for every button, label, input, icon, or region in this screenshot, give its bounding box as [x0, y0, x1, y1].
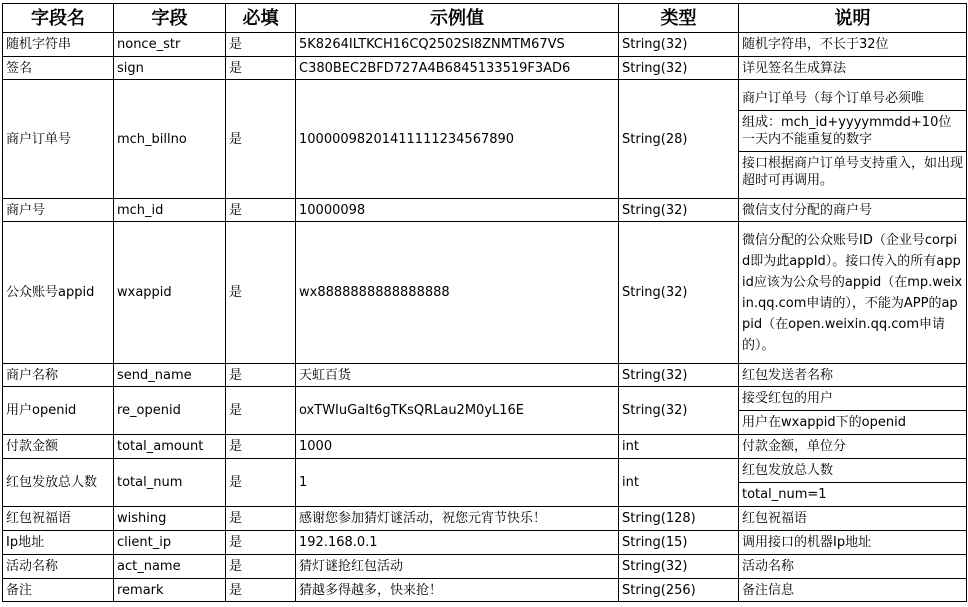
cell-name: 付款金额 — [3, 435, 114, 459]
cell-type: String(32) — [619, 222, 739, 364]
cell-example: 1 — [296, 459, 619, 507]
header-required: 必填 — [226, 4, 296, 33]
cell-description: 随机字符串，不长于32位 — [739, 33, 967, 57]
cell-name: 商户号 — [3, 199, 114, 222]
cell-name: 红包祝福语 — [3, 507, 114, 531]
cell-required: 是 — [226, 531, 296, 555]
table-row — [3, 507, 967, 531]
header-row — [3, 4, 967, 33]
cell-field: sign — [114, 57, 226, 80]
table-row — [3, 222, 967, 364]
cell-description — [739, 222, 967, 364]
cell-example: 猜灯谜抢红包活动 — [296, 555, 619, 579]
cell-example: 猜越多得越多，快来抢！ — [296, 579, 619, 602]
cell-field: send_name — [114, 364, 226, 387]
cell-example: oxTWIuGaIt6gTKsQRLau2M0yL16E — [296, 387, 619, 435]
cell-name: 备注 — [3, 579, 114, 602]
cell-example: 10000098201411111234567890 — [296, 80, 619, 199]
header-type: 类型 — [619, 4, 739, 33]
api-parameter-table — [2, 3, 967, 602]
cell-type: String(32) — [619, 33, 739, 57]
cell-example: 感谢您参加猜灯谜活动，祝您元宵节快乐！ — [296, 507, 619, 531]
description-line: total_num=1 — [742, 487, 827, 502]
table-row — [3, 387, 967, 435]
header-field-name: 字段名 — [3, 4, 114, 33]
cell-description: 红包祝福语 — [739, 507, 967, 531]
cell-description: 付款金额，单位分 — [739, 435, 967, 459]
cell-type: String(128) — [619, 507, 739, 531]
cell-field: client_ip — [114, 531, 226, 555]
cell-required: 是 — [226, 459, 296, 507]
cell-description: 微信支付分配的商户号 — [739, 199, 967, 222]
cell-type: String(28) — [619, 80, 739, 199]
cell-field: wxappid — [114, 222, 226, 364]
cell-type: int — [619, 435, 739, 459]
header-field: 字段 — [114, 4, 226, 33]
cell-required: 是 — [226, 199, 296, 222]
table-row — [3, 199, 967, 222]
description-line: 组成：mch_id+yyyymmdd+10位一天内不能重复的数字 — [739, 111, 966, 152]
table-row — [3, 459, 967, 507]
description-line: 接受红包的用户 — [739, 387, 966, 411]
cell-field: act_name — [114, 555, 226, 579]
table-row — [3, 435, 967, 459]
cell-type: String(32) — [619, 364, 739, 387]
description-line: 红包发放总人数 — [739, 459, 966, 483]
cell-name: 随机字符串 — [3, 33, 114, 57]
table-row — [3, 555, 967, 579]
cell-required: 是 — [226, 364, 296, 387]
cell-field: total_amount — [114, 435, 226, 459]
cell-type: int — [619, 459, 739, 507]
cell-description — [739, 80, 967, 199]
description-line: 接口根据商户订单号支持重入，如出现超时可再调用。 — [742, 155, 964, 188]
cell-description — [739, 387, 967, 435]
cell-required: 是 — [226, 57, 296, 80]
cell-type: String(32) — [619, 57, 739, 80]
cell-field: mch_billno — [114, 80, 226, 199]
cell-name: Ip地址 — [3, 531, 114, 555]
cell-required: 是 — [226, 555, 296, 579]
cell-required: 是 — [226, 222, 296, 364]
cell-name: 公众账号appid — [3, 222, 114, 364]
cell-required: 是 — [226, 435, 296, 459]
cell-name: 签名 — [3, 57, 114, 80]
cell-description: 调用接口的机器Ip地址 — [739, 531, 967, 555]
table-row — [3, 579, 967, 602]
cell-description: 红包发送者名称 — [739, 364, 967, 387]
cell-example: 10000098 — [296, 199, 619, 222]
cell-example: 5K8264ILTKCH16CQ2502SI8ZNMTM67VS — [296, 33, 619, 57]
cell-example: 天虹百货 — [296, 364, 619, 387]
cell-required: 是 — [226, 507, 296, 531]
table-row — [3, 33, 967, 57]
cell-required: 是 — [226, 33, 296, 57]
table-row — [3, 531, 967, 555]
cell-description — [739, 459, 967, 507]
cell-example: 1000 — [296, 435, 619, 459]
cell-type: String(15) — [619, 531, 739, 555]
cell-field: re_openid — [114, 387, 226, 435]
cell-type: String(32) — [619, 199, 739, 222]
cell-description: 备注信息 — [739, 579, 967, 602]
cell-type: String(32) — [619, 387, 739, 435]
header-example: 示例值 — [296, 4, 619, 33]
cell-name: 商户名称 — [3, 364, 114, 387]
cell-example: C380BEC2BFD727A4B6845133519F3AD6 — [296, 57, 619, 80]
cell-field: nonce_str — [114, 33, 226, 57]
description-line: 商户订单号（每个订单号必须唯 — [739, 87, 966, 111]
table-row — [3, 80, 967, 199]
cell-description: 详见签名生成算法 — [739, 57, 967, 80]
table-row — [3, 364, 967, 387]
cell-field: wishing — [114, 507, 226, 531]
cell-description: 活动名称 — [739, 555, 967, 579]
cell-field: mch_id — [114, 199, 226, 222]
cell-required: 是 — [226, 387, 296, 435]
cell-name: 用户openid — [3, 387, 114, 435]
cell-example: 192.168.0.1 — [296, 531, 619, 555]
cell-field: remark — [114, 579, 226, 602]
cell-type: String(256) — [619, 579, 739, 602]
table-row — [3, 57, 967, 80]
cell-name: 活动名称 — [3, 555, 114, 579]
cell-name: 商户订单号 — [3, 80, 114, 199]
cell-required: 是 — [226, 579, 296, 602]
cell-required: 是 — [226, 80, 296, 199]
cell-name: 红包发放总人数 — [3, 459, 114, 507]
description-line: 微信分配的公众账号ID（企业号corpid即为此appId）。接口传入的所有appid应该为公众号的appid（在mp.weixin.qq.com申请的），不能为APP的appid（在open.weixin.qq.com申请的）。 — [742, 232, 963, 353]
cell-field: total_num — [114, 459, 226, 507]
description-line: 用户在wxappid下的openid — [742, 415, 906, 430]
cell-type: String(32) — [619, 555, 739, 579]
header-description: 说明 — [739, 4, 967, 33]
cell-example: wx8888888888888888 — [296, 222, 619, 364]
